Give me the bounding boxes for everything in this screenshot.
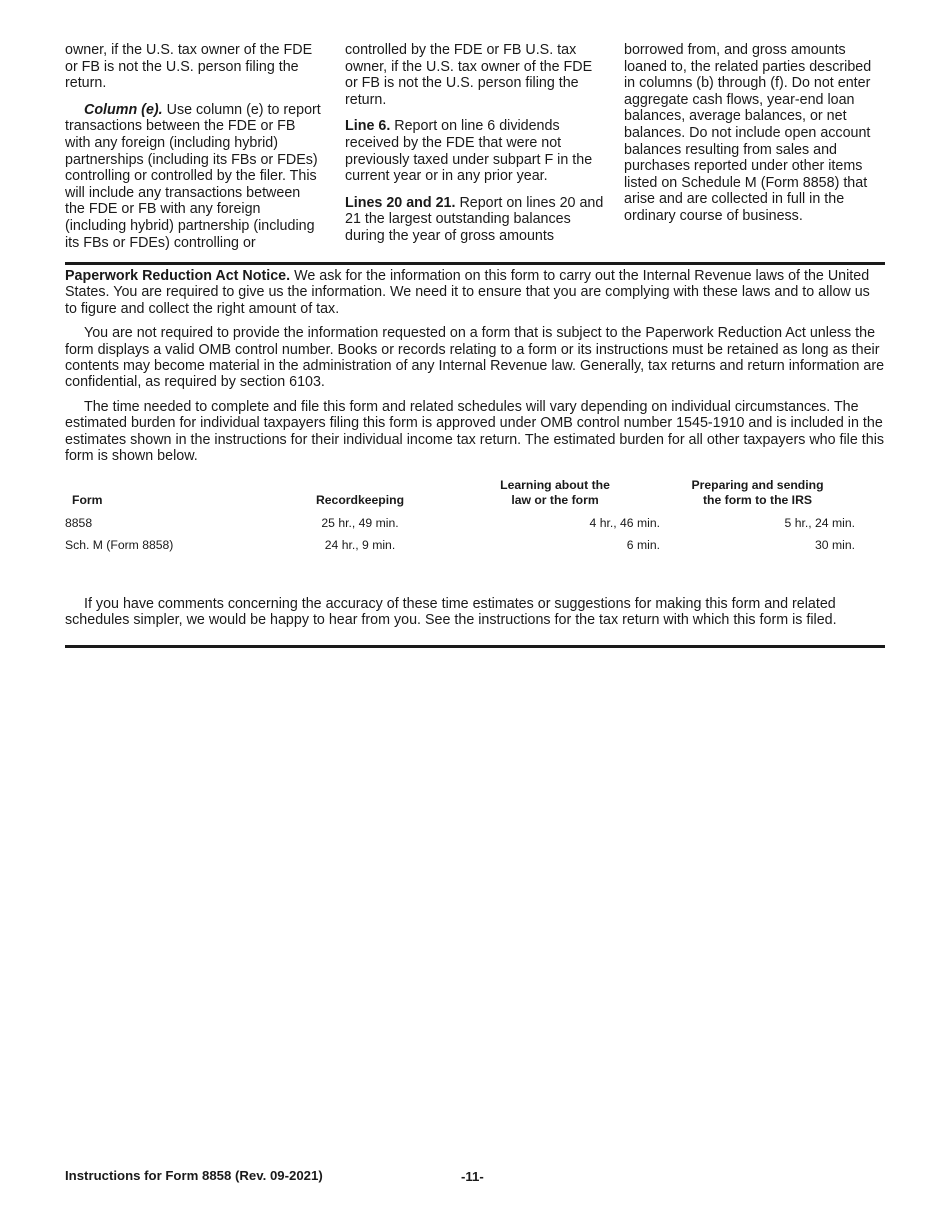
- paperwork-paragraph-3: The time needed to complete and file this form and related schedules will vary depending on individual circumstances. The estimated burden for individual taxpayers filing this form is approved under OMB control number 1545-1910 and is included in the estimates shown in the instructions for their individual income tax return. The estimated burden for all other taxpayers who file this form is shown below.: [65, 398, 885, 465]
- lines-20-21-body: Report on lines 20 and 21 the largest outstanding balances during the year of gross amounts: [345, 194, 604, 244]
- cell-recordkeeping: 24 hr., 9 min.: [324, 538, 396, 552]
- lines-20-21-heading: Lines 20 and 21.: [345, 194, 456, 211]
- lines-20-21-paragraph: [345, 195, 605, 245]
- text-column-3: [624, 42, 885, 261]
- cell-preparing: 5 hr., 24 min.: [784, 516, 855, 530]
- col1-paragraph-1: owner, if the U.S. tax owner of the FDE or FB is not the U.S. person filing the return.: [65, 42, 313, 92]
- paperwork-paragraph-1: [65, 268, 885, 317]
- paperwork-paragraph-2: You are not required to provide the information requested on a form that is subject to the Paperwork Reduction Act unless the form displays a valid OMB control number. Books or records relating to a form or its instructions must be retained as long as their contents may become material in the administration of any Internal Revenue law. Generally, tax returns and return information are confidential, as required by section 6103.: [65, 325, 885, 391]
- header-form: Form: [72, 493, 103, 507]
- column-e-heading: Column (e).: [84, 101, 163, 118]
- line-6-body: Report on line 6 dividends received by the FDE that were not previously taxed under subpart F in the current year or in any prior year.: [345, 118, 593, 185]
- closing-section: [65, 596, 885, 629]
- header-learning: Learning about the law or the form: [500, 478, 610, 507]
- footer-form-title: Instructions for Form 8858 (Rev. 09-2021): [65, 1168, 323, 1183]
- header-recordkeeping: Recordkeeping: [315, 493, 405, 507]
- table-header-row: [65, 478, 855, 514]
- instructions-columns: [65, 42, 885, 261]
- paperwork-body-1: We ask for the information on this form to carry out the Internal Revenue laws of the United States. You are required to give us the information. We need it to ensure that you are complying with these laws and to allow us to figure and collect the right amount of tax.: [65, 268, 870, 317]
- closing-paragraph: If you have comments concerning the accuracy of these time estimates or suggestions for making this form and related schedules simpler, we would be happy to hear from you. See the instructions for the tax return with which this form is filed.: [65, 596, 837, 629]
- footer-page-number: -11-: [461, 1169, 484, 1184]
- col3-paragraph-1: borrowed from, and gross amounts loaned to, the related parties described in columns (b) through (f). Do not enter aggregate cash flows, year-end loan balances, average balances, or net balances. Do not include open account balances resulting from sales and purchases reported under other items listed on Schedule M (Form 8858) that arise and are collected in full in the ordinary course of business.: [624, 42, 872, 224]
- cell-form: Sch. M (Form 8858): [65, 538, 174, 552]
- cell-recordkeeping: 25 hr., 49 min.: [321, 516, 399, 530]
- column-e-body: Use column (e) to report transactions between the FDE or FB with any foreign (including hybrid) partnerships (including its FBs or FDEs) controlling or controlled by the filer. This will include any transactions between the FDE or FB with any foreign (including hybrid) partnership (including its FBs or FDEs) controlling or: [65, 101, 321, 251]
- text-column-1: [65, 42, 323, 261]
- header-preparing: Preparing and sending the form to the IRS: [691, 478, 824, 507]
- section-divider-bottom: [65, 645, 885, 648]
- text-column-2: [345, 42, 605, 261]
- paperwork-reduction-section: [65, 268, 885, 472]
- line-6-heading: Line 6.: [345, 118, 391, 135]
- cell-learning: 6 min.: [626, 538, 660, 552]
- cell-learning: 4 hr., 46 min.: [589, 516, 660, 530]
- col2-paragraph-1: controlled by the FDE or FB U.S. tax owner, if the U.S. tax owner of the FDE or FB is not the U.S. person filing the return.: [345, 42, 593, 108]
- burden-estimate-table: [65, 478, 855, 558]
- line-6-paragraph: [345, 118, 605, 184]
- cell-form: 8858: [65, 516, 93, 530]
- cell-preparing: 30 min.: [815, 538, 855, 552]
- table-row: [65, 536, 855, 558]
- column-e-paragraph: [65, 102, 323, 251]
- section-divider-top: [65, 262, 885, 265]
- table-row: [65, 514, 855, 536]
- paperwork-heading: Paperwork Reduction Act Notice.: [65, 268, 291, 284]
